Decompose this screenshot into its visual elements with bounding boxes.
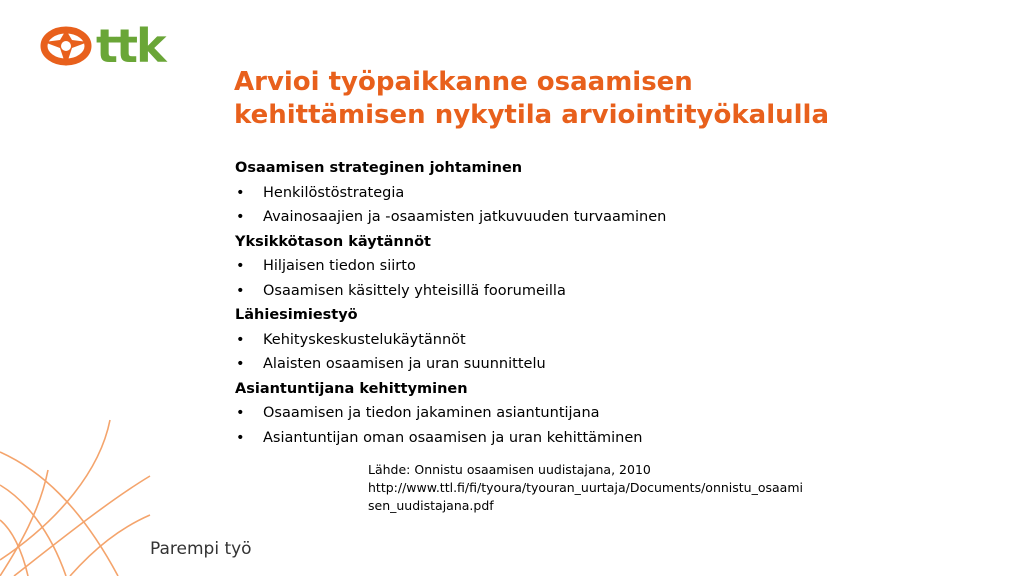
list-item bbox=[235, 181, 995, 206]
list-item bbox=[235, 401, 995, 426]
bullet-icon: • bbox=[236, 184, 245, 201]
ttk-logo-mark-icon bbox=[40, 26, 92, 66]
list-item bbox=[235, 352, 995, 377]
bullet-icon: • bbox=[236, 356, 245, 372]
list-item bbox=[235, 426, 995, 451]
bullet-icon: • bbox=[236, 405, 245, 421]
section-heading: Yksikkötason käytännöt bbox=[235, 233, 431, 250]
ttk-logo bbox=[40, 19, 190, 73]
list-item-text: Avainosaajien ja -osaamisten jatkuvuuden turvaaminen bbox=[263, 209, 667, 225]
list-item-text: Asiantuntijan oman osaamisen ja uran kehittäminen bbox=[263, 429, 643, 446]
list-item-text: Hiljaisen tiedon siirto bbox=[263, 258, 416, 274]
title-line-2: kehittämisen nykytila arviointityökalulla bbox=[234, 100, 829, 130]
bullet-icon: • bbox=[236, 331, 245, 348]
content-list bbox=[235, 156, 995, 450]
source-citation bbox=[368, 461, 928, 515]
list-item bbox=[235, 328, 995, 353]
bullet-icon: • bbox=[236, 258, 245, 274]
list-item bbox=[235, 254, 995, 279]
list-item-text: Osaamisen ja tiedon jakaminen asiantuntijana bbox=[263, 405, 600, 421]
footer-tagline: Parempi työ bbox=[150, 539, 252, 559]
list-item bbox=[235, 205, 995, 230]
title-line-1: Arvioi työpaikkanne osaamisen bbox=[234, 67, 693, 97]
source-url-line-1: http://www.ttl.fi/fi/tyoura/tyouran_uurtaja/Documents/onnistu_osaami bbox=[368, 480, 803, 495]
section-heading: Lähiesimiestyö bbox=[235, 307, 358, 323]
list-item bbox=[235, 279, 995, 304]
list-item-text: Alaisten osaamisen ja uran suunnittelu bbox=[263, 356, 546, 372]
list-item-text: Henkilöstöstrategia bbox=[263, 184, 405, 201]
bullet-icon: • bbox=[236, 209, 245, 225]
source-url-line-2: sen_uudistajana.pdf bbox=[368, 498, 494, 513]
section-heading: Asiantuntijana kehittyminen bbox=[235, 380, 468, 397]
list-item-text: Kehityskeskustelukäytännöt bbox=[263, 331, 466, 348]
ttk-logo-text: ttk bbox=[96, 19, 165, 73]
section-heading: Osaamisen strateginen johtaminen bbox=[235, 160, 523, 176]
bullet-icon: • bbox=[236, 429, 245, 446]
list-item-text: Osaamisen käsittely yhteisillä foorumeilla bbox=[263, 282, 566, 299]
bullet-icon: • bbox=[236, 282, 245, 299]
source-line-1: Lähde: Onnistu osaamisen uudistajana, 2010 bbox=[368, 462, 651, 477]
slide-title bbox=[234, 66, 994, 132]
